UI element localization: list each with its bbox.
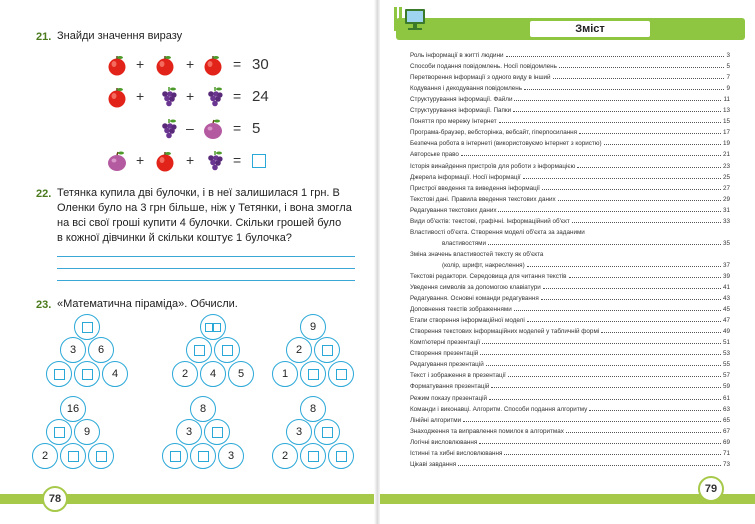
toc-entry-page: 11 bbox=[723, 96, 730, 104]
toc-entry-title: Логічні висловлювання bbox=[410, 438, 478, 446]
apple-icon bbox=[106, 54, 128, 76]
pyramid-cell[interactable] bbox=[328, 361, 354, 387]
toc-dot-leader bbox=[479, 443, 721, 444]
equals-sign: = bbox=[233, 152, 242, 168]
toc-dot-leader bbox=[542, 189, 721, 190]
q21-number: 21. bbox=[36, 31, 52, 43]
toc-entry-page: 29 bbox=[722, 195, 730, 203]
toc-entry-title: Роль інформації в житті людини bbox=[410, 52, 504, 60]
q23-text: «Математична піраміда». Обчисли. bbox=[57, 298, 238, 310]
toc-entry-page: 67 bbox=[722, 427, 730, 435]
toc-entry-page: 35 bbox=[722, 239, 730, 247]
toc-entry-page: 51 bbox=[722, 339, 730, 347]
answer-box[interactable] bbox=[322, 345, 333, 356]
answer-box[interactable] bbox=[54, 369, 65, 380]
pyramid-cell[interactable] bbox=[300, 361, 326, 387]
toc-dot-leader bbox=[480, 354, 721, 355]
answer-box[interactable] bbox=[308, 451, 319, 462]
toc-dot-leader bbox=[579, 133, 721, 134]
toc-entry[interactable] bbox=[410, 269, 730, 280]
toc-entry-page: 71 bbox=[722, 449, 730, 457]
toc-entry-title: Істинні та хибні висловлювання bbox=[410, 449, 503, 457]
table-of-contents bbox=[410, 48, 730, 468]
answer-box[interactable] bbox=[212, 427, 223, 438]
toc-entry-title: Редагування текстових даних bbox=[410, 206, 497, 214]
toc-dot-leader bbox=[506, 56, 725, 57]
toc-entry-page: 39 bbox=[722, 272, 730, 280]
apple-icon bbox=[154, 150, 176, 172]
toc-entry-title: Команди і виконавці. Алгоритм. Способи подання алгоритму bbox=[410, 405, 588, 413]
pyramid-cell: 16 bbox=[60, 396, 86, 422]
toc-entry-title: Види об'єктів: текстові, графічні. Інформаційний об'єкт bbox=[410, 217, 570, 225]
left-page bbox=[0, 0, 376, 524]
toc-entry-page: 65 bbox=[722, 416, 730, 424]
computer-monitor-icon bbox=[392, 6, 428, 34]
answer-box[interactable] bbox=[336, 369, 347, 380]
toc-dot-leader bbox=[577, 167, 721, 168]
toc-entry-title: Історія винайдення пристроїв для роботи з інформацією bbox=[410, 162, 576, 170]
toc-entry-title: Етапи створення інформаційної моделі bbox=[410, 317, 525, 325]
toc-entry[interactable] bbox=[410, 357, 730, 368]
pyramid-cell: 4 bbox=[200, 361, 226, 387]
q22-text bbox=[57, 186, 357, 246]
pyramid-cell[interactable] bbox=[204, 419, 230, 445]
toc-entry-page: 15 bbox=[722, 118, 730, 126]
plus-sign: + bbox=[136, 152, 145, 168]
toc-entry[interactable] bbox=[410, 280, 730, 291]
toc-dot-leader bbox=[523, 178, 721, 179]
equals-sign: = bbox=[233, 88, 242, 104]
pyramid-cell[interactable] bbox=[74, 361, 100, 387]
toc-dot-leader bbox=[508, 376, 721, 377]
answer-line[interactable] bbox=[57, 280, 355, 281]
toc-dot-leader bbox=[527, 266, 721, 267]
toc-entry-title: Програма-браузер, вебсторінка, вебсайт, гіперпосилання bbox=[410, 129, 578, 137]
answer-box[interactable] bbox=[68, 451, 79, 462]
toc-entry[interactable] bbox=[410, 48, 730, 59]
toc-entry-page: 23 bbox=[722, 162, 730, 170]
pyramid-cell: 2 bbox=[286, 337, 312, 363]
toc-dot-leader bbox=[558, 200, 721, 201]
toc-entry[interactable] bbox=[410, 81, 730, 92]
toc-dot-leader bbox=[514, 310, 721, 311]
toc-entry-title: Форматування презентацій bbox=[410, 383, 490, 391]
result-value: 24 bbox=[252, 88, 269, 105]
pyramid-cell[interactable] bbox=[186, 337, 212, 363]
answer-box[interactable] bbox=[222, 345, 233, 356]
pyramid-cell: 2 bbox=[272, 443, 298, 469]
pyramid-cell: 2 bbox=[172, 361, 198, 387]
toc-entry[interactable] bbox=[410, 70, 730, 81]
grapes-icon bbox=[158, 118, 180, 140]
toc-entry-title: Пристрої введення та виведення інформації bbox=[410, 184, 540, 192]
page-number: 79 bbox=[698, 476, 724, 502]
pyramid-cell[interactable] bbox=[46, 361, 72, 387]
toc-entry-page: 49 bbox=[722, 328, 730, 336]
toc-entry-title: Текстові дані. Правила введення текстових даних bbox=[410, 195, 556, 203]
toc-entry[interactable] bbox=[410, 181, 730, 192]
grapes-icon bbox=[204, 86, 226, 108]
page-number: 78 bbox=[42, 486, 68, 512]
toc-entry-title: Знаходження та виправлення помилок в алгоритмах bbox=[410, 427, 564, 435]
plum-icon bbox=[202, 118, 224, 140]
toc-entry-page: 9 bbox=[726, 85, 730, 93]
equals-sign: = bbox=[233, 56, 242, 72]
toc-entry-page: 45 bbox=[722, 306, 730, 314]
toc-entry-page: 27 bbox=[722, 184, 730, 192]
answer-box[interactable] bbox=[336, 451, 347, 462]
pyramid-cell[interactable] bbox=[300, 443, 326, 469]
toc-entry-page: 57 bbox=[722, 372, 730, 380]
pyramid-cell: 1 bbox=[272, 361, 298, 387]
toc-dot-leader bbox=[504, 454, 721, 455]
pyramid-cell: 8 bbox=[300, 396, 326, 422]
toc-dot-leader bbox=[498, 211, 721, 212]
toc-entry-title: Зміна значень властивостей тексту як об'єкта bbox=[410, 250, 544, 258]
pyramid-cell: 9 bbox=[300, 314, 326, 340]
toc-entry[interactable] bbox=[410, 158, 730, 169]
plus-sign: + bbox=[136, 56, 145, 72]
grapes-icon bbox=[204, 150, 226, 172]
answer-box[interactable] bbox=[308, 369, 319, 380]
answer-box[interactable] bbox=[54, 427, 65, 438]
toc-entry-page: 25 bbox=[722, 173, 730, 181]
toc-entry-title: Редагування. Основні команди редагування bbox=[410, 295, 539, 303]
toc-entry[interactable] bbox=[410, 103, 730, 114]
toc-entry-page: 13 bbox=[722, 107, 730, 115]
q22-line: в кожної дівчинки й скільки коштує 1 булочка? bbox=[57, 232, 292, 244]
toc-entry[interactable] bbox=[410, 225, 730, 236]
toc-dot-leader bbox=[499, 122, 721, 123]
pyramid-cell: 3 bbox=[218, 443, 244, 469]
toc-entry-title: Поняття про мережу Інтернет bbox=[410, 118, 497, 126]
pyramid-cell[interactable] bbox=[214, 337, 240, 363]
toc-entry-page: 55 bbox=[722, 361, 730, 369]
toc-dot-leader bbox=[489, 399, 721, 400]
toc-entry[interactable] bbox=[410, 346, 730, 357]
toc-dot-leader bbox=[486, 365, 721, 366]
toc-entry-page: 5 bbox=[726, 63, 730, 71]
toc-dot-leader bbox=[461, 155, 721, 156]
toc-entry-page: 17 bbox=[722, 129, 730, 137]
q21-text: Знайди значення виразу bbox=[57, 30, 183, 42]
apple-icon bbox=[154, 54, 176, 76]
toc-entry-title: Структурування інформації. Папки bbox=[410, 107, 512, 115]
toc-entry-page: 3 bbox=[726, 52, 730, 60]
toc-entry[interactable] bbox=[410, 214, 730, 225]
toc-entry-title: Способи подання повідомлень. Носії повідомлень bbox=[410, 63, 557, 71]
plum-icon bbox=[106, 150, 128, 172]
plus-sign: + bbox=[136, 88, 145, 104]
toc-entry-title: Структурування інформації. Файли bbox=[410, 96, 513, 104]
pyramid-cell: 5 bbox=[228, 361, 254, 387]
toc-entry-title: Цікаві завдання bbox=[410, 460, 457, 468]
toc-entry-title: Безпечна робота в інтернеті (використовуємо інтернет з користю) bbox=[410, 140, 602, 148]
toc-entry-title: (колір, шрифт, накреслення) bbox=[442, 261, 525, 269]
toc-entry[interactable] bbox=[410, 302, 730, 313]
toc-entry-page: 59 bbox=[722, 383, 730, 391]
toc-entry[interactable] bbox=[410, 170, 730, 181]
toc-dot-leader bbox=[482, 343, 721, 344]
toc-dot-leader bbox=[604, 144, 721, 145]
toc-entry-page: 31 bbox=[722, 206, 730, 214]
toc-entry[interactable] bbox=[410, 379, 730, 390]
answer-box[interactable] bbox=[96, 451, 107, 462]
pyramid-cell[interactable] bbox=[328, 443, 354, 469]
toc-entry-title: Доповнення текстів зображеннями bbox=[410, 306, 512, 314]
toc-dot-leader bbox=[463, 421, 721, 422]
toc-entry[interactable] bbox=[410, 313, 730, 324]
toc-entry[interactable] bbox=[410, 136, 730, 147]
toc-entry[interactable] bbox=[410, 335, 730, 346]
pyramid-cell[interactable] bbox=[190, 443, 216, 469]
q23-number: 23. bbox=[36, 299, 52, 311]
toc-dot-leader bbox=[541, 299, 721, 300]
pyramid-cell: 3 bbox=[286, 419, 312, 445]
toc-entry[interactable] bbox=[410, 125, 730, 136]
toc-entry[interactable] bbox=[410, 258, 730, 269]
toc-entry[interactable] bbox=[410, 446, 730, 457]
answer-box[interactable] bbox=[322, 427, 333, 438]
plus-sign: + bbox=[186, 56, 195, 72]
toc-entry[interactable] bbox=[410, 435, 730, 446]
toc-dot-leader bbox=[553, 78, 725, 79]
result-value: 5 bbox=[252, 120, 261, 137]
toc-entry-page: 69 bbox=[722, 438, 730, 446]
toc-entry[interactable] bbox=[410, 247, 730, 258]
toc-entry-title: Перетворення інформації з одного виду в інший bbox=[410, 74, 551, 82]
toc-entry[interactable] bbox=[410, 291, 730, 302]
toc-entry[interactable] bbox=[410, 368, 730, 379]
apple-icon bbox=[106, 86, 128, 108]
q22-line: на всі свої гроші купити 4 булочки. Скільки грошей було bbox=[57, 217, 342, 229]
plus-sign: + bbox=[186, 88, 195, 104]
toc-entry[interactable] bbox=[410, 203, 730, 214]
toc-entry[interactable] bbox=[410, 236, 730, 247]
toc-dot-leader bbox=[458, 465, 721, 466]
toc-entry-title: властивостями bbox=[442, 239, 486, 247]
equals-sign: = bbox=[233, 120, 242, 136]
toc-entry-page: 19 bbox=[722, 140, 730, 148]
toc-entry[interactable] bbox=[410, 402, 730, 413]
pyramid-cell[interactable] bbox=[60, 443, 86, 469]
toc-entry-title: Авторське право bbox=[410, 151, 459, 159]
toc-entry[interactable] bbox=[410, 413, 730, 424]
toc-dot-leader bbox=[491, 387, 721, 388]
toc-entry-page: 63 bbox=[722, 405, 730, 413]
page-title: Зміст bbox=[530, 21, 650, 37]
toc-entry-page: 7 bbox=[726, 74, 730, 82]
pyramid-cell: 6 bbox=[88, 337, 114, 363]
pyramid-cell: 3 bbox=[176, 419, 202, 445]
toc-entry-title: Текстові редактори. Середовища для читання текстів bbox=[410, 272, 567, 280]
toc-entry-title: Властивості об'єкта. Створення моделі об'єкта за заданими bbox=[410, 228, 585, 236]
pyramid-cell[interactable] bbox=[162, 443, 188, 469]
pyramid-cell: 3 bbox=[60, 337, 86, 363]
answer-box[interactable] bbox=[205, 323, 213, 332]
toc-entry-title: Створення презентацій bbox=[410, 350, 479, 358]
toc-entry-page: 53 bbox=[722, 350, 730, 358]
toc-entry-page: 37 bbox=[722, 261, 730, 269]
pyramid-cell: 8 bbox=[190, 396, 216, 422]
toc-entry-title: Уведення символів за допомогою клавіатури bbox=[410, 284, 541, 292]
result-value: 30 bbox=[252, 56, 269, 73]
pyramid-cell[interactable] bbox=[74, 314, 100, 340]
toc-dot-leader bbox=[559, 67, 725, 68]
answer-box[interactable] bbox=[213, 323, 221, 332]
pyramid-cell[interactable] bbox=[200, 314, 226, 340]
toc-entry[interactable] bbox=[410, 424, 730, 435]
toc-entry-page: 43 bbox=[722, 295, 730, 303]
answer-box[interactable] bbox=[194, 345, 205, 356]
toc-entry-page: 21 bbox=[722, 151, 730, 159]
right-page bbox=[380, 0, 755, 524]
plus-sign: + bbox=[186, 152, 195, 168]
toc-dot-leader bbox=[514, 100, 721, 101]
toc-entry-page: 41 bbox=[722, 284, 730, 292]
toc-entry-title: Джерела інформації. Носії інформації bbox=[410, 173, 521, 181]
toc-dot-leader bbox=[513, 111, 721, 112]
q22-line: Тетянка купила дві булочки, і в неї залишилася 1 грн. В bbox=[57, 187, 340, 199]
answer-line[interactable] bbox=[57, 256, 355, 257]
answer-box[interactable] bbox=[82, 369, 93, 380]
toc-entry[interactable] bbox=[410, 147, 730, 158]
grapes-icon bbox=[158, 86, 180, 108]
pyramid-cell: 2 bbox=[32, 443, 58, 469]
toc-dot-leader bbox=[566, 432, 721, 433]
toc-dot-leader bbox=[572, 222, 721, 223]
toc-dot-leader bbox=[524, 89, 724, 90]
toc-dot-leader bbox=[527, 321, 721, 322]
toc-entry[interactable] bbox=[410, 457, 730, 468]
toc-entry-page: 61 bbox=[722, 394, 730, 402]
toc-entry[interactable] bbox=[410, 192, 730, 203]
toc-entry-title: Кодування і декодування повідомлень bbox=[410, 85, 523, 93]
toc-dot-leader bbox=[488, 244, 721, 245]
toc-entry[interactable] bbox=[410, 114, 730, 125]
toc-entry-page: 73 bbox=[722, 460, 730, 468]
apple-icon bbox=[202, 54, 224, 76]
q22-number: 22. bbox=[36, 188, 52, 200]
q22-line: Оленки було на 3 грн більше, ніж у Тетянки, і вона змогла bbox=[57, 202, 352, 214]
answer-box[interactable] bbox=[170, 451, 181, 462]
toc-dot-leader bbox=[543, 288, 721, 289]
toc-entry-page: 47 bbox=[722, 317, 730, 325]
toc-entry[interactable] bbox=[410, 390, 730, 401]
toc-entry-title: Лінійні алгоритми bbox=[410, 416, 462, 424]
answer-box[interactable] bbox=[82, 322, 93, 333]
toc-entry[interactable] bbox=[410, 92, 730, 103]
pyramid-cell[interactable] bbox=[314, 419, 340, 445]
toc-dot-leader bbox=[589, 410, 721, 411]
toc-entry-title: Редагування презентацій bbox=[410, 361, 484, 369]
pyramid-cell[interactable] bbox=[46, 419, 72, 445]
pyramid-cell[interactable] bbox=[314, 337, 340, 363]
answer-box[interactable] bbox=[198, 451, 209, 462]
pyramid-cell[interactable] bbox=[88, 443, 114, 469]
answer-box[interactable] bbox=[252, 154, 266, 168]
minus-sign: – bbox=[186, 120, 194, 136]
toc-entry-title: Текст і зображення в презентації bbox=[410, 372, 506, 380]
toc-entry-title: Комп'ютерні презентації bbox=[410, 339, 481, 347]
toc-entry[interactable] bbox=[410, 59, 730, 70]
answer-line[interactable] bbox=[57, 268, 355, 269]
toc-dot-leader bbox=[601, 332, 721, 333]
toc-dot-leader bbox=[569, 277, 721, 278]
toc-entry-title: Створення текстових інформаційних моделей у табличній формі bbox=[410, 328, 600, 336]
pyramid-cell: 9 bbox=[74, 419, 100, 445]
toc-entry-title: Режим показу презентацій bbox=[410, 394, 488, 402]
toc-entry[interactable] bbox=[410, 324, 730, 335]
pyramid-cell: 4 bbox=[102, 361, 128, 387]
toc-entry-page: 33 bbox=[722, 217, 730, 225]
